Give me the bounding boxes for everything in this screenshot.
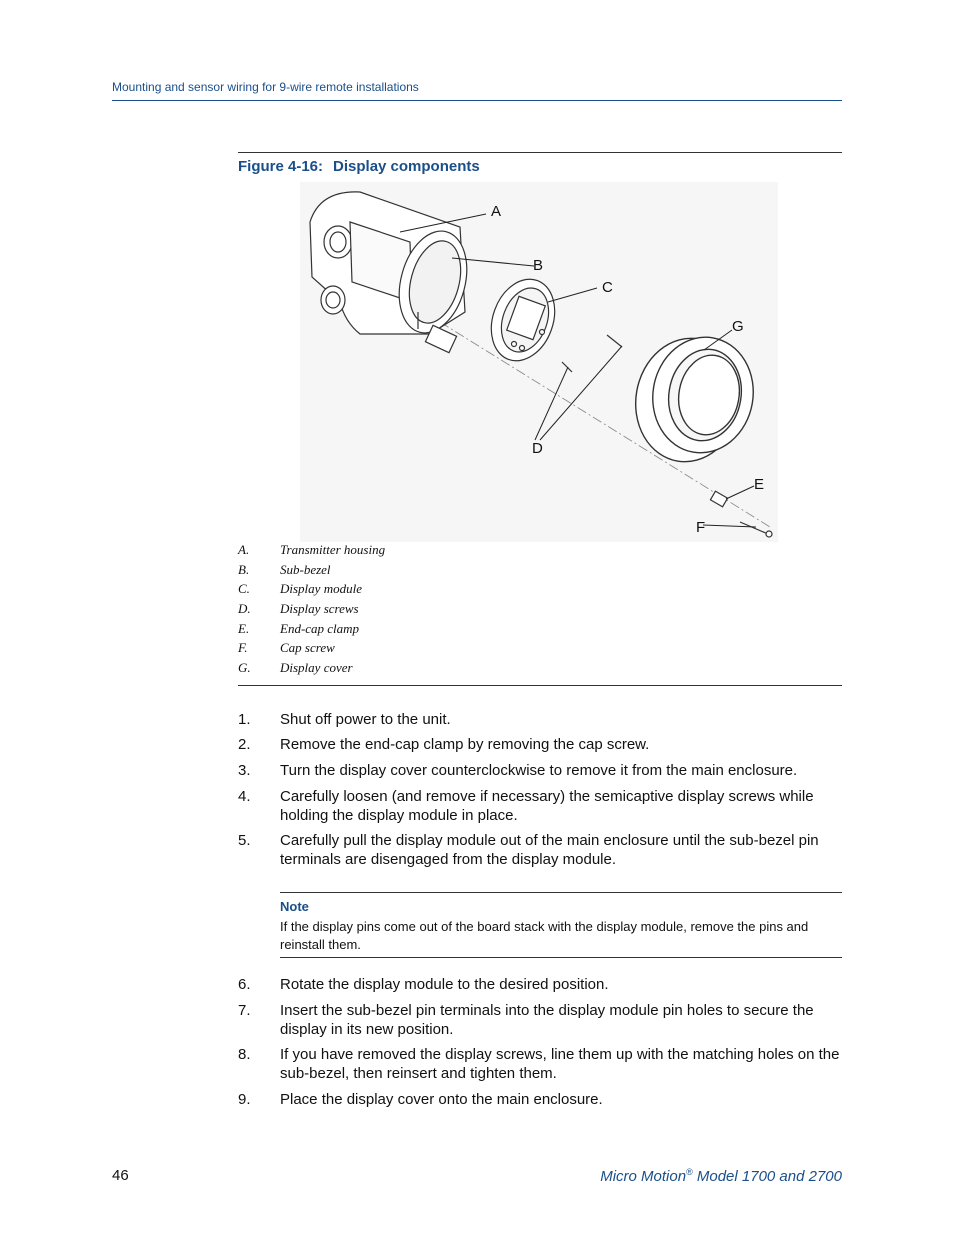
- note-title: Note: [280, 899, 309, 914]
- step-number: 2.: [238, 736, 251, 753]
- legend-item: [238, 621, 842, 641]
- legend-label: Cap screw: [280, 640, 335, 656]
- legend-label: Display screws: [280, 601, 359, 617]
- figure-legend: [238, 542, 842, 680]
- step-number: 9.: [238, 1091, 251, 1108]
- running-header: Mounting and sensor wiring for 9-wire remote installations: [112, 80, 419, 94]
- callout-f: F: [696, 519, 706, 536]
- display-components-figure: [300, 182, 778, 542]
- legend-label: Display module: [280, 581, 362, 597]
- step-number: 4.: [238, 788, 251, 805]
- note-top-rule: [280, 892, 842, 893]
- legend-key: F.: [238, 640, 248, 656]
- legend-item: [238, 640, 842, 660]
- footer-product-suffix: Model 1700 and 2700: [692, 1168, 842, 1185]
- callout-d: D: [532, 440, 543, 457]
- footer-product-prefix: Micro Motion: [600, 1168, 687, 1185]
- legend-label: End-cap clamp: [280, 620, 360, 636]
- legend-key: A.: [238, 542, 250, 557]
- step-text: Insert the sub-bezel pin terminals into the display module pin holes to secure the display in its new position.: [280, 1002, 814, 1038]
- step-text: Carefully pull the display module out of the main enclosure until the sub-bezel pin terminals are disengaged from the display module.: [280, 832, 819, 868]
- legend-item: [238, 660, 842, 680]
- step-number: 1.: [238, 711, 251, 728]
- step-text: Carefully loosen (and remove if necessary) the semicaptive display screws while holding the display module in place.: [280, 788, 814, 824]
- step-number: 6.: [238, 976, 251, 993]
- legend-label: Display cover: [280, 660, 353, 676]
- callout-c: C: [602, 279, 613, 296]
- figure-caption: Display components: [333, 158, 480, 175]
- legend-item: [238, 601, 842, 621]
- legend-item: [238, 562, 842, 582]
- legend-key: D.: [238, 601, 251, 617]
- figure-number: Figure 4-16:: [238, 158, 324, 175]
- figure-title: [238, 158, 480, 175]
- step-text: Turn the display cover counterclockwise to remove it from the main enclosure.: [280, 762, 798, 779]
- legend-item: [238, 581, 842, 601]
- legend-key: C.: [238, 581, 250, 597]
- callout-a: A: [491, 203, 502, 220]
- legend-label: Sub-bezel: [280, 561, 331, 577]
- legend-label: Transmitter housing: [280, 542, 386, 557]
- legend-key: E.: [238, 620, 250, 636]
- header-rule: [112, 100, 842, 101]
- legend-bottom-rule: [238, 685, 842, 686]
- step-text: Rotate the display module to the desired position.: [280, 976, 609, 993]
- registered-mark: ®: [686, 1167, 693, 1177]
- step-number: 8.: [238, 1046, 251, 1063]
- legend-key: G.: [238, 660, 251, 676]
- step-number: 5.: [238, 832, 251, 849]
- note-bottom-rule: [280, 957, 842, 958]
- callout-e: E: [754, 476, 765, 493]
- callout-b: B: [533, 257, 544, 274]
- callout-g: G: [732, 318, 744, 335]
- page-number: 46: [112, 1167, 129, 1184]
- step-text: Shut off power to the unit.: [280, 711, 451, 728]
- step-number: 7.: [238, 1002, 251, 1019]
- legend-key: B.: [238, 561, 250, 577]
- legend-item: [238, 542, 842, 562]
- step-text: If you have removed the display screws, line them up with the matching holes on the sub-bezel, then reinsert and tighten them.: [280, 1046, 840, 1082]
- step-text: Remove the end-cap clamp by removing the cap screw.: [280, 736, 650, 753]
- step-text: Place the display cover onto the main enclosure.: [280, 1091, 603, 1108]
- note-body: If the display pins come out of the board stack with the display module, remove the pins and reinstall them.: [280, 919, 809, 952]
- step-number: 3.: [238, 762, 251, 779]
- figure-top-rule: [238, 152, 842, 153]
- footer-product-title: [600, 1167, 842, 1185]
